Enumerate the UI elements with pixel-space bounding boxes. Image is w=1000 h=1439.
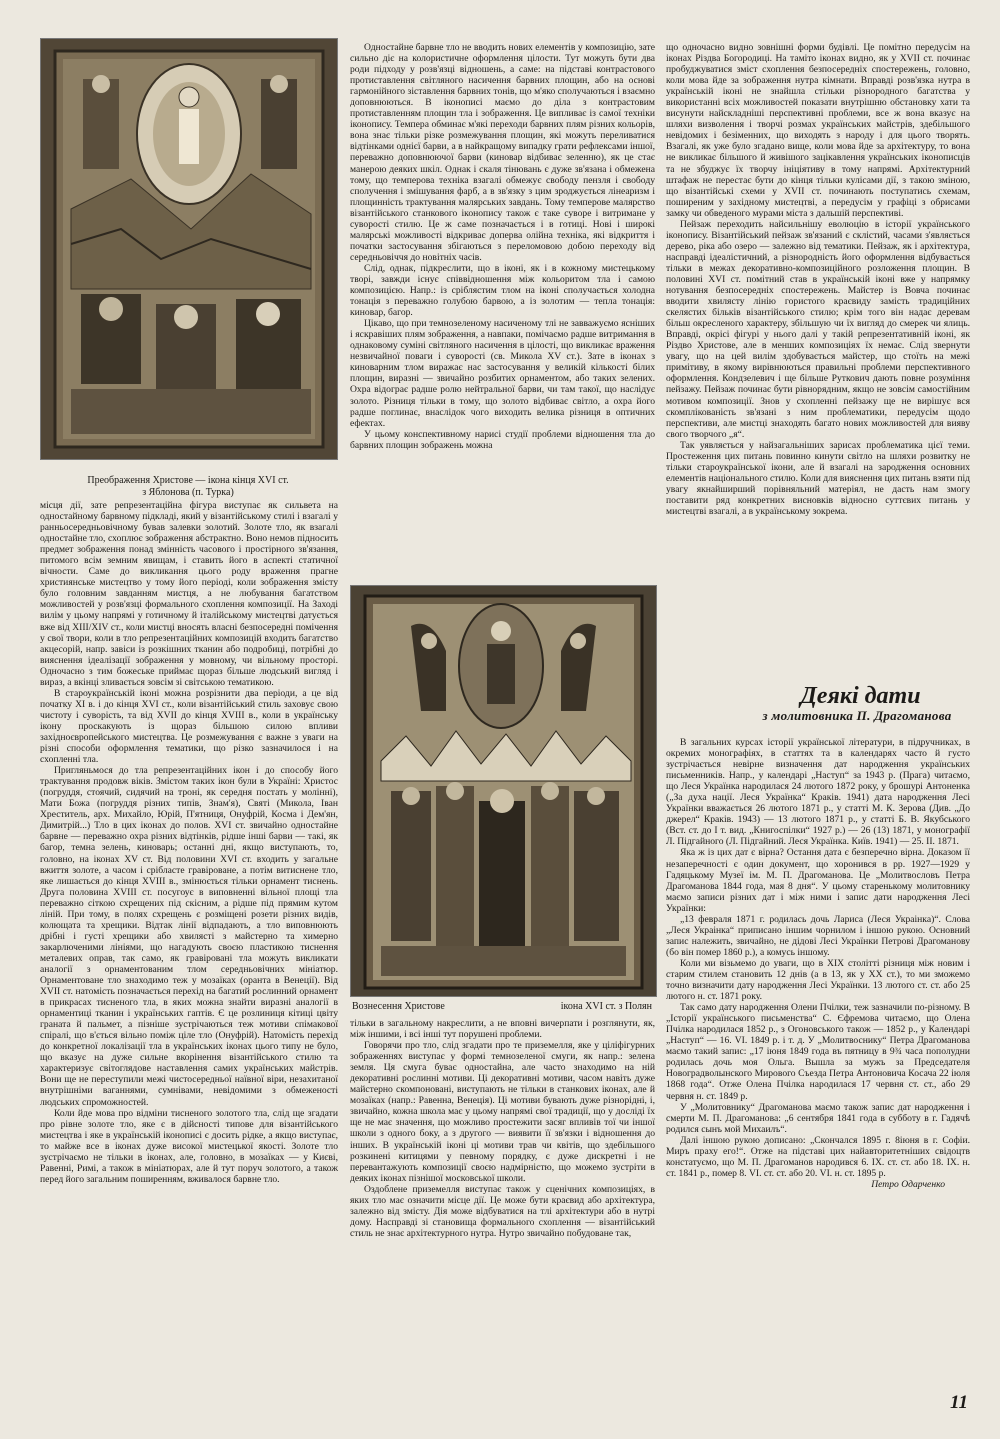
transfiguration-caption-line2: з Яблонова (п. Турка) bbox=[142, 487, 234, 498]
paragraph: Так само дату народження Олени Пчілки, теж зазначили по-різному. В „Історії українського письменства“ С. Єфремова читаємо, що Олена Пчілка народилася 1852 р., з Огоновського також — 1852 р., у Календарі „Наступ“ — 16. VI. 1849 р. і т. д. У „Молитвоснику“ Петра Драгоманова маємо такий запис: „17 іюня 1849 года въ пятницу в 9¾ часа пополудни родилась дочь моя Ольга. Вышла за мужъ за Председателя Новоградволынского Мирового Съезда Петра Антоновича Косача 22 іюля 1868 года“. Отже Олена Пчілка народилася 17 червня ст. ст., або 29 червня н. ст. 1849 р. bbox=[666, 1002, 970, 1102]
paragraph: У „Молитовнику“ Драгоманова маємо також запис дат народження і смерти М. П. Драгоманова: „6 сентября 1841 года в субботу в г. Гадячѣ родился сынъ мой Михаилъ“. bbox=[666, 1101, 970, 1135]
paragraph: Оздоблене приземелля виступає також у сценічних композиціях, в яких тло має означити місце дії. Це може бути краєвид або архітектура, залежно від змісту. Дія може відбуватися на тлі архітектури або в нутрі дому. Насправді зі становища формального схоплення — візантійський стиль не знає архітектурного нутра. Нутро звичайно побудоване так, bbox=[350, 1183, 655, 1239]
paragraph: Цікаво, що при темнозеленому насиченому тлі не завважуємо ясніших і яскравіших плям зображення, а навпаки, помічаємо радше витримання в однаковому суміні світляного насичення в цілості, що викликає враження незвичайної поваги і суворості (св. Микола XV ст.). Зате в іконах з киноварним тлом виражає нас застосування у великій кількості білих площин, виразні — звичайно розбитих орнаментом, або таких зелених. Охра відограє радше ролю нейтральної барви, чи там такої, що наслідує золото. Різниця тільки в тому, що золото відбиває світло, а охра його радше поглинає, внаслідок чого виходить велика різниця в оптичних ефектах. bbox=[350, 318, 655, 429]
article-column-right-top bbox=[666, 42, 970, 517]
paragraph: Яка ж із цих дат є вірна? Остання дата є безперечно вірна. Доказом її незаперечності є один документ, що хоронився в рр. 1927—1929 у Гадяцькому Музеї ім. М. П. Драгоманова. Це „Молитвословъ Петра Драгоманова 1844 года, мая 8 дня“. У цьому старенькому молитовнику маємо записи різних дат і між ними і запис дати народження Лесі Українки: bbox=[666, 847, 970, 914]
article-column-left bbox=[40, 500, 338, 1185]
paragraph: Далі іншою рукою дописано: „Скончался 1895 г. 8іюня в г. Софіи. Миръ праху его!“. Отже на підставі цих найавторитетніших свідоцтв констатуємо, що М. П. Драгоманов народився 6. IX. ст. ст. або 18. IX. н. ст. 1841 р., помер 8. VI. ст. ст. або 20. VI. н. ст. 1895 р. bbox=[666, 1134, 970, 1179]
paragraph: У цьому конспективному нарисі студії проблеми відношення тла до барвних площин зображень можна bbox=[350, 428, 655, 451]
paragraph: Говорячи про тло, слід згадати про те приземелля, яке у ціліфігурних зображеннях виступає у формі темнозеленої смуги, як напр.: зелена земля. Ця смуга буває одностайна, але часто знаходимо на ній декоративні рослинні мотиви. Ці декоративні мотиви, часом навіть дуже майстерно скомпоновані, виступають не тільки в станкових іконах, але й мозаїках (напр.: Равенна, Венеція). Ці мотиви бувають дуже різнорідні, і, звичайно, кожна школа має у цьому напрямі свої традиції, що у досліді їх ще не має значення, що можливо простежити засяг впливів тої чи іншої школи з одного боку, а з другого — виявити її зв'язки і відношення до інших. В українській іконі ці мотиви трав чи квітів, що здебільшого розкинені китицями у певному порядку, є дуже дискретні і не перевантажують композиції своєю надмірністю, що можемо зустріти в деяких іконах пізнішої московської школи. bbox=[350, 1040, 655, 1184]
paragraph: тільки в загальному накреслити, а не вповні вичерпати і розглянути, як, між іншими, і всі інші тут порушені проблеми. bbox=[350, 1018, 655, 1041]
transfiguration-caption-line1: Преображення Христове — ікона кінця XVI ст. bbox=[87, 475, 289, 486]
paragraph: Пейзаж переходить найсильнішу еволюцію в історії українського іконопису. Візантійський пейзаж зв'язаний є склістий, часами з'являється дерево, ріка або озеро — залежно від тематики. Пейзаж, як і архітектура, насправді ідеалістичний, а різнородність його оформлення відбувається тільки в межах декоративно-композиційного розложення площин. В половині XVI ст. помітний став в українській іконі вже у напрямку нотування безпосередніх спостережень. Майстер із Вовча починає вводити хвилясту лінію гористого краєвиду замість традиційних скелястих більків візантійського стилю; крім того він надає деревам більш окресленого характеру, збільшую чи їх вигляд до смерек чи ялиць. Вправді, окрісі фігурі у нього далі у такій репрезентативній іконі, як Різдво Христове, але в менших композиціях їх немає. Слід звернути увагу, що на цей вилім здобувається майстер, що стоїть на межі примітиву, в якому вирівнюються правильні проблеми перспективного оформлення. Кондзелевич і ще більше Руткович дають повне розуміння пейзажу. Пейзаж починає бути рівнорядним, якщо не зовсім самостійним мотивом композиції. Знов у схопленні пейзажу ще не вирішує вся скомплікованість зв'язані з ним проблематики, передусім щодо перспективи, але мистці знаходять багато нових можливостей для вияву свого творчого „я“. bbox=[666, 218, 970, 440]
ascension-icon-image bbox=[350, 585, 657, 997]
ascension-caption-right: ікона XVI ст. з Полян bbox=[560, 1001, 652, 1012]
page-number: 11 bbox=[950, 1392, 968, 1413]
paragraph: Коли йде мова про відміни тисненого золотого тла, слід ще згадати про рівне золоте тло, яке є в дійсності типове для візантійського мистецтва і яке в українській іконописі є досить рідке, а якщо виступає, то майже все в іконах дуже високої мистецької якості. Золоте тло зустрічаємо не тільки в іконах, але, головно, в мозаїках — у Києві, Равенні, Римі, а також в мініатюрах, але й тут поруч золотого, а також перед його загальним поширенням, вживалося барвне тло. bbox=[40, 1107, 338, 1185]
paragraph: Пригляньмося до тла репрезентаційних ікон і до способу його трактування продовж віків. Змістом таких ікон були в Україні: Христос (погруддя, стоячий, сидячий на троні, як середня постать у молінні), Мати Божа (погруддя різних типів, Знам'я), Святі (Микола, Іван Хреститель, арх. Михайло, Юрій, П'ятниця, Онуфрій, Косма і Дем'ян, Димитрій...) Тло в цих іконах до полов. XVI ст. звичайно одностайне барвне — переважно охра різних відтінків, рідше інші барви — такі, як багор, темна зелень, киноварь; останні дні, якщо виступають, то, головно, на іконах XV ст. Від половини XVI ст. входить у загальне вжиття золоте, а часом і срібласте гравіроване, а потім витиснене тло, яке лишається до кінця XVIII в., змінюється тільки орнамент тиснень. Друга половина XVIII ст. посугоує в виповненні вільної площі тла переважно сіткою схрещених під скісним, а рідше під прямим кутом ліній. При тому, в полях схрещень є розміщені розети різних видів, колющата та хрещики. Відтак лінії відпадають, а тло виповнюють дрібні і густі хрещики або хвилясті з майстерно та химерно закарлюченими лініями, що нагадують своєю пластикою тиснення металевих оправ, так само, як гравіровані тла можуть викликати аналогії з орнаментованим тлом середньовічних мініатюр. Орнаментоване тло знаходимо теж у мозаїках (оранта в Венеції). Від XVII ст. натомість позначається перехід на багатий рослинний орнамент в прикрасах тисненого тла, в яких можна знайти виразні аналогії в орнаментиці тканин і українських гаптів. Є це розлиниця кітиці цвіту граната й пальмет, а пізніше зустрічаються теж мотиви спімакової спіралі, що в'ється вільно поміж ціле тло (Онуфрій). Натомість перехід до конкретної локалізації тла в українських іконах цього типу не було, що вказує на дуже сильне вкорінення візантійського стилю та характеризує світоглядове наставлення самих українських майстрів. Вони ще не переступили межі чистосередньої наївної віри, незахитаної внутрішніми ваганнями, сумнівами, невідомими з обмеженості людських спроможностей. bbox=[40, 765, 338, 1108]
paragraph: В староукраїнській іконі можна розрізнити два періоди, а це від початку XI в. і до кінця XVI ст., коли візантійський стиль заховує свою чистоту і суворість, та від XVII до кінця XVIII в., коли в українську ікону проскакують із щораз більшою силою впливи західноєвропейського мистецтва. Це розмежування є важне з уваги на різні способи оформлення тематики, що різко зазначилося і на схопленні тла. bbox=[40, 687, 338, 766]
paragraph: В загальних курсах історії української літератури, в підручниках, в окремих монографіях, в статтях та в календарях часто й густо зустрічається невірне визначення дат народження українських письменників. Напр., у календарі „Наступ“ за 1943 р. (Прага) читаємо, що Леся Українка народилася 24 лютого 1872 року, у брошурі Антоненка („За духа нації. Леся Українка“ Краків. 1941) дата народження Лесі Українки вважається 26 лютого 1871 р., у статті М. К. Зерова (Див. „До джерел“ Краків. 1943) — 13 лютого 1871 р., у статті Б. В. Якубського (Вст. ст. до І т. вид. „Книгоспілки“ 1927 р.) — 26 (13) 1871, у монографії Л. Підгайного (Л. Підгайний. Леся Українка. Київ. 1941) — 25. II. 1871. bbox=[666, 737, 970, 848]
article-column-middle-bottom bbox=[350, 1018, 655, 1239]
ascension-artwork bbox=[351, 586, 656, 996]
transfiguration-icon-image bbox=[40, 38, 338, 460]
paragraph: Одностайне барвне тло не вводить нових елементів у композицію, зате сильно діє на колористичне оформлення цілости. Тут можуть бути два роди підходу у розв'язці відношень, а саме: на підставі контрастового протиставлення світляного насичення барвних площин, або на основі гармонійного зіставлення барвних тонів, що м'яко сполучаються і взаємно доповнюються. В іконописі маємо до діла з контрастовим протиставленням площин тла і зображення. Це випливає із самої техніки іконопису. Темпера обминає м'які переходи барвних плям різних кольорів, вона знає тільки різке розмежування площин, які можуть переливатися відтінками однієї барви, а в найкращому випадку грати рефлексами іншої, переважно доповнюючої барви (киновар відбиває зеленню), як це стає манерою деяких шкіл. Однак і скаля тінювань є дуже зв'язана і обмежена тому, що темперова техніка взагалі обмежує свободу пензля і свободу сполучення і змішування фарб, а в зв'язку з цим зроджується лінеаризм і площинність трактування малярських завдань. Тому темперове малярство візантійського станкового іконопису також є таке суворе і витримане у суворості стилю. Це ж саме позначається і в готиці. Нові і широкі малярські можливості відкриває доперва олійна техніка, які відкриття і початки застосування збігаються з переломовою добою переходу від середньовіччя до новітніх часів. bbox=[350, 42, 655, 263]
article-column-middle-top bbox=[350, 42, 655, 451]
author-signature: Петро Одарченко bbox=[871, 1178, 945, 1190]
article2-body bbox=[666, 737, 970, 1190]
paragraph: Слід, однак, підкреслити, що в іконі, як і в кожному мистецькому творі, завжди існує співвідношення між кольоритом тла і самою композицією. Напр.: із сріблястим тлом на іконі сполучається холодна тонація з переважно голубою барвою, а із золотим — тепла тонація: киновар, багор. bbox=[350, 262, 655, 319]
ascension-caption-left: Вознесення Христове bbox=[352, 1001, 445, 1012]
paragraph: Так уявляється у найзагальніших зарисах проблематика цієї теми. Простеження цих питань повинно кинути світло на шляхи розвитку не тільки староукраїнської ікони, але й взагалі на зародження основних елементів національного стилю. Коли для вияснення цих питань взяти під увагу якнайширший порівняльний матеріял, не дасть нам змогу поставити ряд конкретних висновків відносно суттєвих питань у мистецтві взагалі, а в українському зокрема. bbox=[666, 439, 970, 517]
paragraph: що одночасно видно зовнішні форми будівлі. Це помітно передусім на іконах Різдва Богородиці. На таміто іконах видно, як у XVII ст. починає пробуджуватися зміст схоплення безпосередніх спостережень, головно, коли мова йде за зображення нутра кімнати. Вправді розв'язка нутра в українській іконі не знайшла стільки різнородного багатства у використанні всіх можливостей показати внутрішню обстановку хати та висунути найскладніші перспективні проблеми, все ж вона вказує на шляхи визволення і творчі розмах українських майстрів, здебільшого невідомих і безіменних, що виходять з народу і для цього творять. Взагалі, як уже було згадано вище, коли мова йде за архітектуру, то вона не викликає більшого й живішого зацікавлення українських іконописців та не збуджує їх творчу ініціятиву в тому напрямі. Архітектурний штафаж не перестає бути до кінця тільки кулісами дії, з такою зміною, що візантійські схеми у XVII ст. починають поступатись схемам, поширеним у західному мистецтві, а передусім у графіці з обрисами замку чи обведеного мурами міста з дальшій перспективі. bbox=[666, 42, 970, 219]
article2-title: Деякі дати bbox=[800, 683, 921, 709]
paragraph: місця дії, зате репрезентаційна фігура виступає як сильвета на одностайному барвному підкладі, який у візантійському стилі і взагалі у ранньосередньовічному бував залевки золотий. Золоте тло, як взагалі одностайне тло, схоплює зображення абстрактно. Воно немов підносить предмет зображення понад змінність часового і простірного зв'язання, питомого всім земним явищам, і ставить його в аспекті статичної вічности. Саме до викликання цього роду враження прагне християнське мистецтво у тому його періоді, коли зображення змісту було головним завданням мистця, а не любування багатством можливостей у розв'язці формального схоплення композиції. На Заході вилім у цьому напрямі у готичному й італійському мистецтві датується вже від XIII/XIV ст., коли мистці вносять власні безпосередні помічення у свої твори, коли в тло репрезентаційних композицій входить багатство акцесорій, напр. завіси із розкішних тканин або подробиці, потрібні до вияснення ідеалізації зображення у мовному, чи вільному просторі. Одночасно з тим божеське приймає щораз більше людський вигляд і вираз, а вкінці зливається зовсім зі світською тематикою. bbox=[40, 500, 338, 688]
paragraph: „13 февраля 1871 г. родилась дочь Лариса (Леся Украінка)“. Слова „Леся Украінка“ приписано іншим чорнилом і іншою рукою. Основний запис належить, звичайно, не дідові Лесі Українки Петрові Драгоманову (бо він помер 1860 р.), а комусь іншому. bbox=[666, 913, 970, 958]
transfiguration-artwork bbox=[41, 39, 337, 459]
article2-subtitle: з молитовника П. Драгоманова bbox=[762, 708, 952, 723]
paragraph: Коли ми візьмемо до уваги, що в XIX столітті різниця між новим і старим стилем становить 12 днів (а в 13, як у XX ст.), то ми зможемо точно визначити дату народження Лесі Українки. 13 лютого ст. ст. або 25 лютого н. ст. 1871 року. bbox=[666, 957, 970, 1003]
